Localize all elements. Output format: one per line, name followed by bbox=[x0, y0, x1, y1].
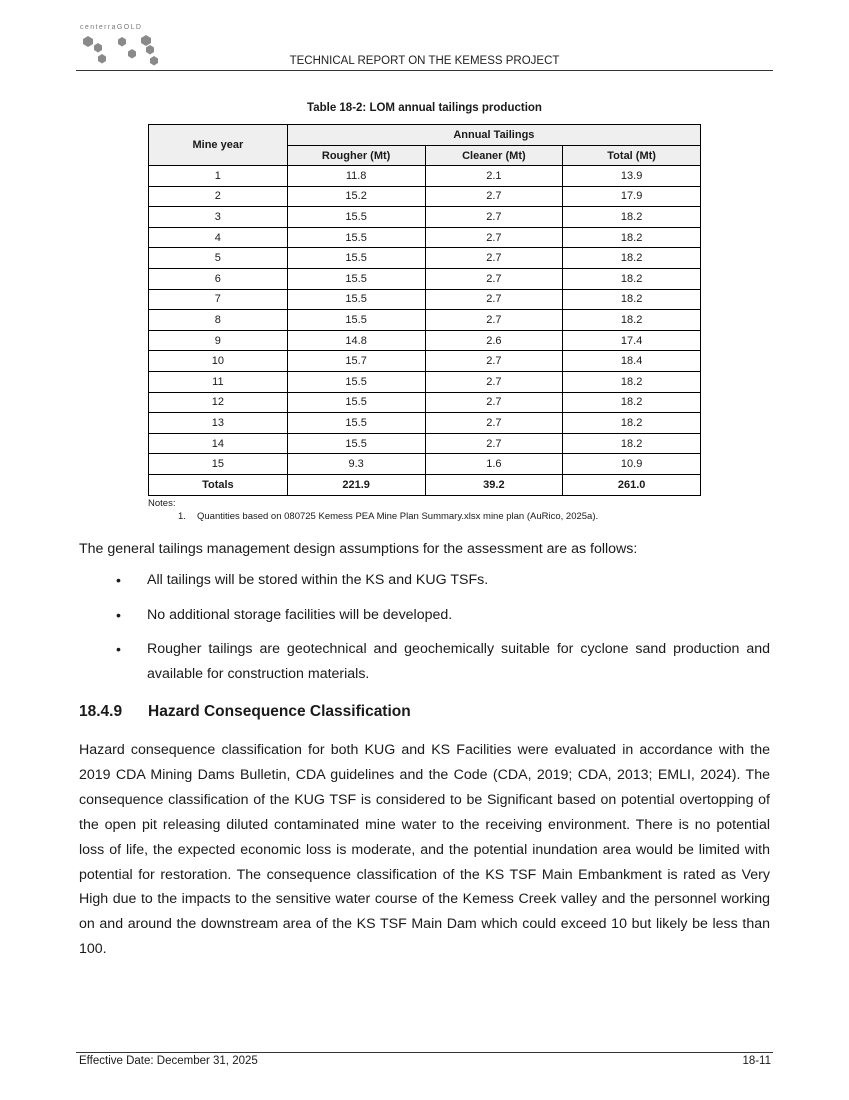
cell-rougher: 15.5 bbox=[287, 207, 425, 228]
table-row bbox=[149, 433, 701, 454]
cell-year: 2 bbox=[149, 186, 288, 207]
cell-total: 10.9 bbox=[563, 454, 701, 475]
bullet-text: No additional storage facilities will be developed. bbox=[147, 607, 453, 623]
cell-year: 1 bbox=[149, 166, 288, 187]
column-group-annual-tailings: Annual Tailings bbox=[287, 125, 700, 146]
table-row bbox=[149, 413, 701, 434]
cell-year: 11 bbox=[149, 371, 288, 392]
cell-rougher: 15.5 bbox=[287, 310, 425, 331]
section-number: 18.4.9 bbox=[79, 703, 123, 720]
cell-year: 8 bbox=[149, 310, 288, 331]
totals-row bbox=[149, 474, 701, 495]
report-header-title: TECHNICAL REPORT ON THE KEMESS PROJECT bbox=[289, 55, 560, 67]
hazard-paragraph: Hazard consequence classification for both KUG and KS Facilities were evaluated in accordance with the 2019 CDA Mining Dams Bulletin, CDA guidelines and the Code (CDA, 2019; CDA, 2013; EMLI, 2024). The consequence classification of the KUG TSF is considered to be Significant based on potential overtopping of the open pit releasing diluted contaminated mine water to the receiving environment. There is no potential loss of life, the expected economic loss is moderate, and the potential inundation area would be limited with potential for restoration. The consequence classification of the KS TSF Main Embankment is rated as Very High due to the impacts to the sensitive water course of the Kemess Creek valley and the personnel working on and around the downstream area of the KS TSF Main Dam which could exceed 10 but likely be less than 100. bbox=[79, 742, 770, 958]
footer-divider bbox=[76, 1052, 773, 1053]
cell-year: 9 bbox=[149, 330, 288, 351]
section-title: Hazard Consequence Classification bbox=[148, 703, 411, 720]
cell-cleaner: 2.7 bbox=[425, 268, 563, 289]
cell-rougher: 9.3 bbox=[287, 454, 425, 475]
column-header-total: Total (Mt) bbox=[563, 146, 701, 166]
table-row bbox=[149, 166, 701, 187]
cell-rougher: 15.7 bbox=[287, 351, 425, 372]
cell-cleaner: 2.7 bbox=[425, 413, 563, 434]
cell-total: 18.2 bbox=[563, 289, 701, 310]
bullet-text: All tailings will be stored within the KS and KUG TSFs. bbox=[147, 572, 489, 588]
table-row bbox=[149, 330, 701, 351]
cell-year: 6 bbox=[149, 268, 288, 289]
column-header-mine-year: Mine year bbox=[149, 125, 288, 166]
cell-year: 5 bbox=[149, 248, 288, 269]
cell-total: 18.2 bbox=[563, 227, 701, 248]
cell-cleaner: 2.7 bbox=[425, 186, 563, 207]
effective-date: Effective Date: December 31, 2025 bbox=[79, 1055, 258, 1067]
cell-total: 17.9 bbox=[563, 186, 701, 207]
cell-cleaner: 2.7 bbox=[425, 433, 563, 454]
cell-cleaner: 2.7 bbox=[425, 248, 563, 269]
cell-cleaner: 2.7 bbox=[425, 371, 563, 392]
cell-cleaner-total: 39.2 bbox=[425, 474, 563, 495]
cell-rougher: 11.8 bbox=[287, 166, 425, 187]
table-row bbox=[149, 248, 701, 269]
cell-year: 13 bbox=[149, 413, 288, 434]
header-divider bbox=[76, 70, 773, 71]
cell-rougher: 15.5 bbox=[287, 248, 425, 269]
column-header-cleaner: Cleaner (Mt) bbox=[425, 146, 563, 166]
cell-total: 18.4 bbox=[563, 351, 701, 372]
cell-rougher: 15.5 bbox=[287, 268, 425, 289]
bullet-text: Rougher tailings are geotechnical and geochemically suitable for cyclone sand production and available for construction materials. bbox=[147, 641, 770, 682]
cell-rougher: 15.5 bbox=[287, 413, 425, 434]
bullet-icon: • bbox=[116, 642, 121, 658]
note-item bbox=[178, 511, 598, 522]
cell-grand-total: 261.0 bbox=[563, 474, 701, 495]
cell-rougher: 15.2 bbox=[287, 186, 425, 207]
cell-year: 10 bbox=[149, 351, 288, 372]
cell-cleaner: 2.7 bbox=[425, 207, 563, 228]
cell-total: 18.2 bbox=[563, 248, 701, 269]
table-row bbox=[149, 289, 701, 310]
cell-year: 4 bbox=[149, 227, 288, 248]
cell-cleaner: 2.7 bbox=[425, 351, 563, 372]
cell-cleaner: 2.7 bbox=[425, 289, 563, 310]
cell-cleaner: 1.6 bbox=[425, 454, 563, 475]
cell-cleaner: 2.6 bbox=[425, 330, 563, 351]
notes-label: Notes: bbox=[148, 498, 176, 509]
table-notes bbox=[148, 498, 598, 522]
cell-rougher: 15.5 bbox=[287, 392, 425, 413]
table-row bbox=[149, 392, 701, 413]
note-text: Quantities based on 080725 Kemess PEA Mine Plan Summary.xlsx mine plan (AuRico, 2025a). bbox=[197, 511, 599, 522]
table-caption: Table 18-2: LOM annual tailings production bbox=[307, 102, 542, 114]
table-row bbox=[149, 186, 701, 207]
cell-total: 17.4 bbox=[563, 330, 701, 351]
section-heading bbox=[79, 703, 411, 721]
cell-rougher: 15.5 bbox=[287, 289, 425, 310]
cell-rougher: 14.8 bbox=[287, 330, 425, 351]
cell-totals-label: Totals bbox=[149, 474, 288, 495]
table-row bbox=[149, 227, 701, 248]
cell-cleaner: 2.7 bbox=[425, 392, 563, 413]
cell-rougher: 15.5 bbox=[287, 433, 425, 454]
cell-rougher: 15.5 bbox=[287, 227, 425, 248]
cell-year: 12 bbox=[149, 392, 288, 413]
tailings-table bbox=[148, 124, 701, 496]
cell-year: 15 bbox=[149, 454, 288, 475]
page-number: 18-11 bbox=[742, 1055, 771, 1067]
cell-rougher: 15.5 bbox=[287, 371, 425, 392]
bullet-icon: • bbox=[116, 573, 121, 589]
cell-rougher-total: 221.9 bbox=[287, 474, 425, 495]
cell-year: 3 bbox=[149, 207, 288, 228]
table-row bbox=[149, 207, 701, 228]
cell-cleaner: 2.7 bbox=[425, 310, 563, 331]
table-row bbox=[149, 351, 701, 372]
table-row bbox=[149, 268, 701, 289]
table-row bbox=[149, 310, 701, 331]
note-number: 1. bbox=[178, 511, 186, 522]
bullet-icon: • bbox=[116, 608, 121, 624]
intro-paragraph: The general tailings management design assumptions for the assessment are as follows: bbox=[79, 541, 638, 557]
cell-cleaner: 2.1 bbox=[425, 166, 563, 187]
cell-cleaner: 2.7 bbox=[425, 227, 563, 248]
cell-total: 18.2 bbox=[563, 433, 701, 454]
column-header-rougher: Rougher (Mt) bbox=[287, 146, 425, 166]
cell-total: 18.2 bbox=[563, 413, 701, 434]
cell-total: 18.2 bbox=[563, 207, 701, 228]
cell-total: 18.2 bbox=[563, 371, 701, 392]
cell-year: 7 bbox=[149, 289, 288, 310]
table-row bbox=[149, 454, 701, 475]
cell-total: 18.2 bbox=[563, 392, 701, 413]
cell-total: 18.2 bbox=[563, 310, 701, 331]
cell-total: 13.9 bbox=[563, 166, 701, 187]
table-row bbox=[149, 371, 701, 392]
cell-year: 14 bbox=[149, 433, 288, 454]
logo-text: centerraGOLD bbox=[80, 24, 143, 31]
cell-total: 18.2 bbox=[563, 268, 701, 289]
